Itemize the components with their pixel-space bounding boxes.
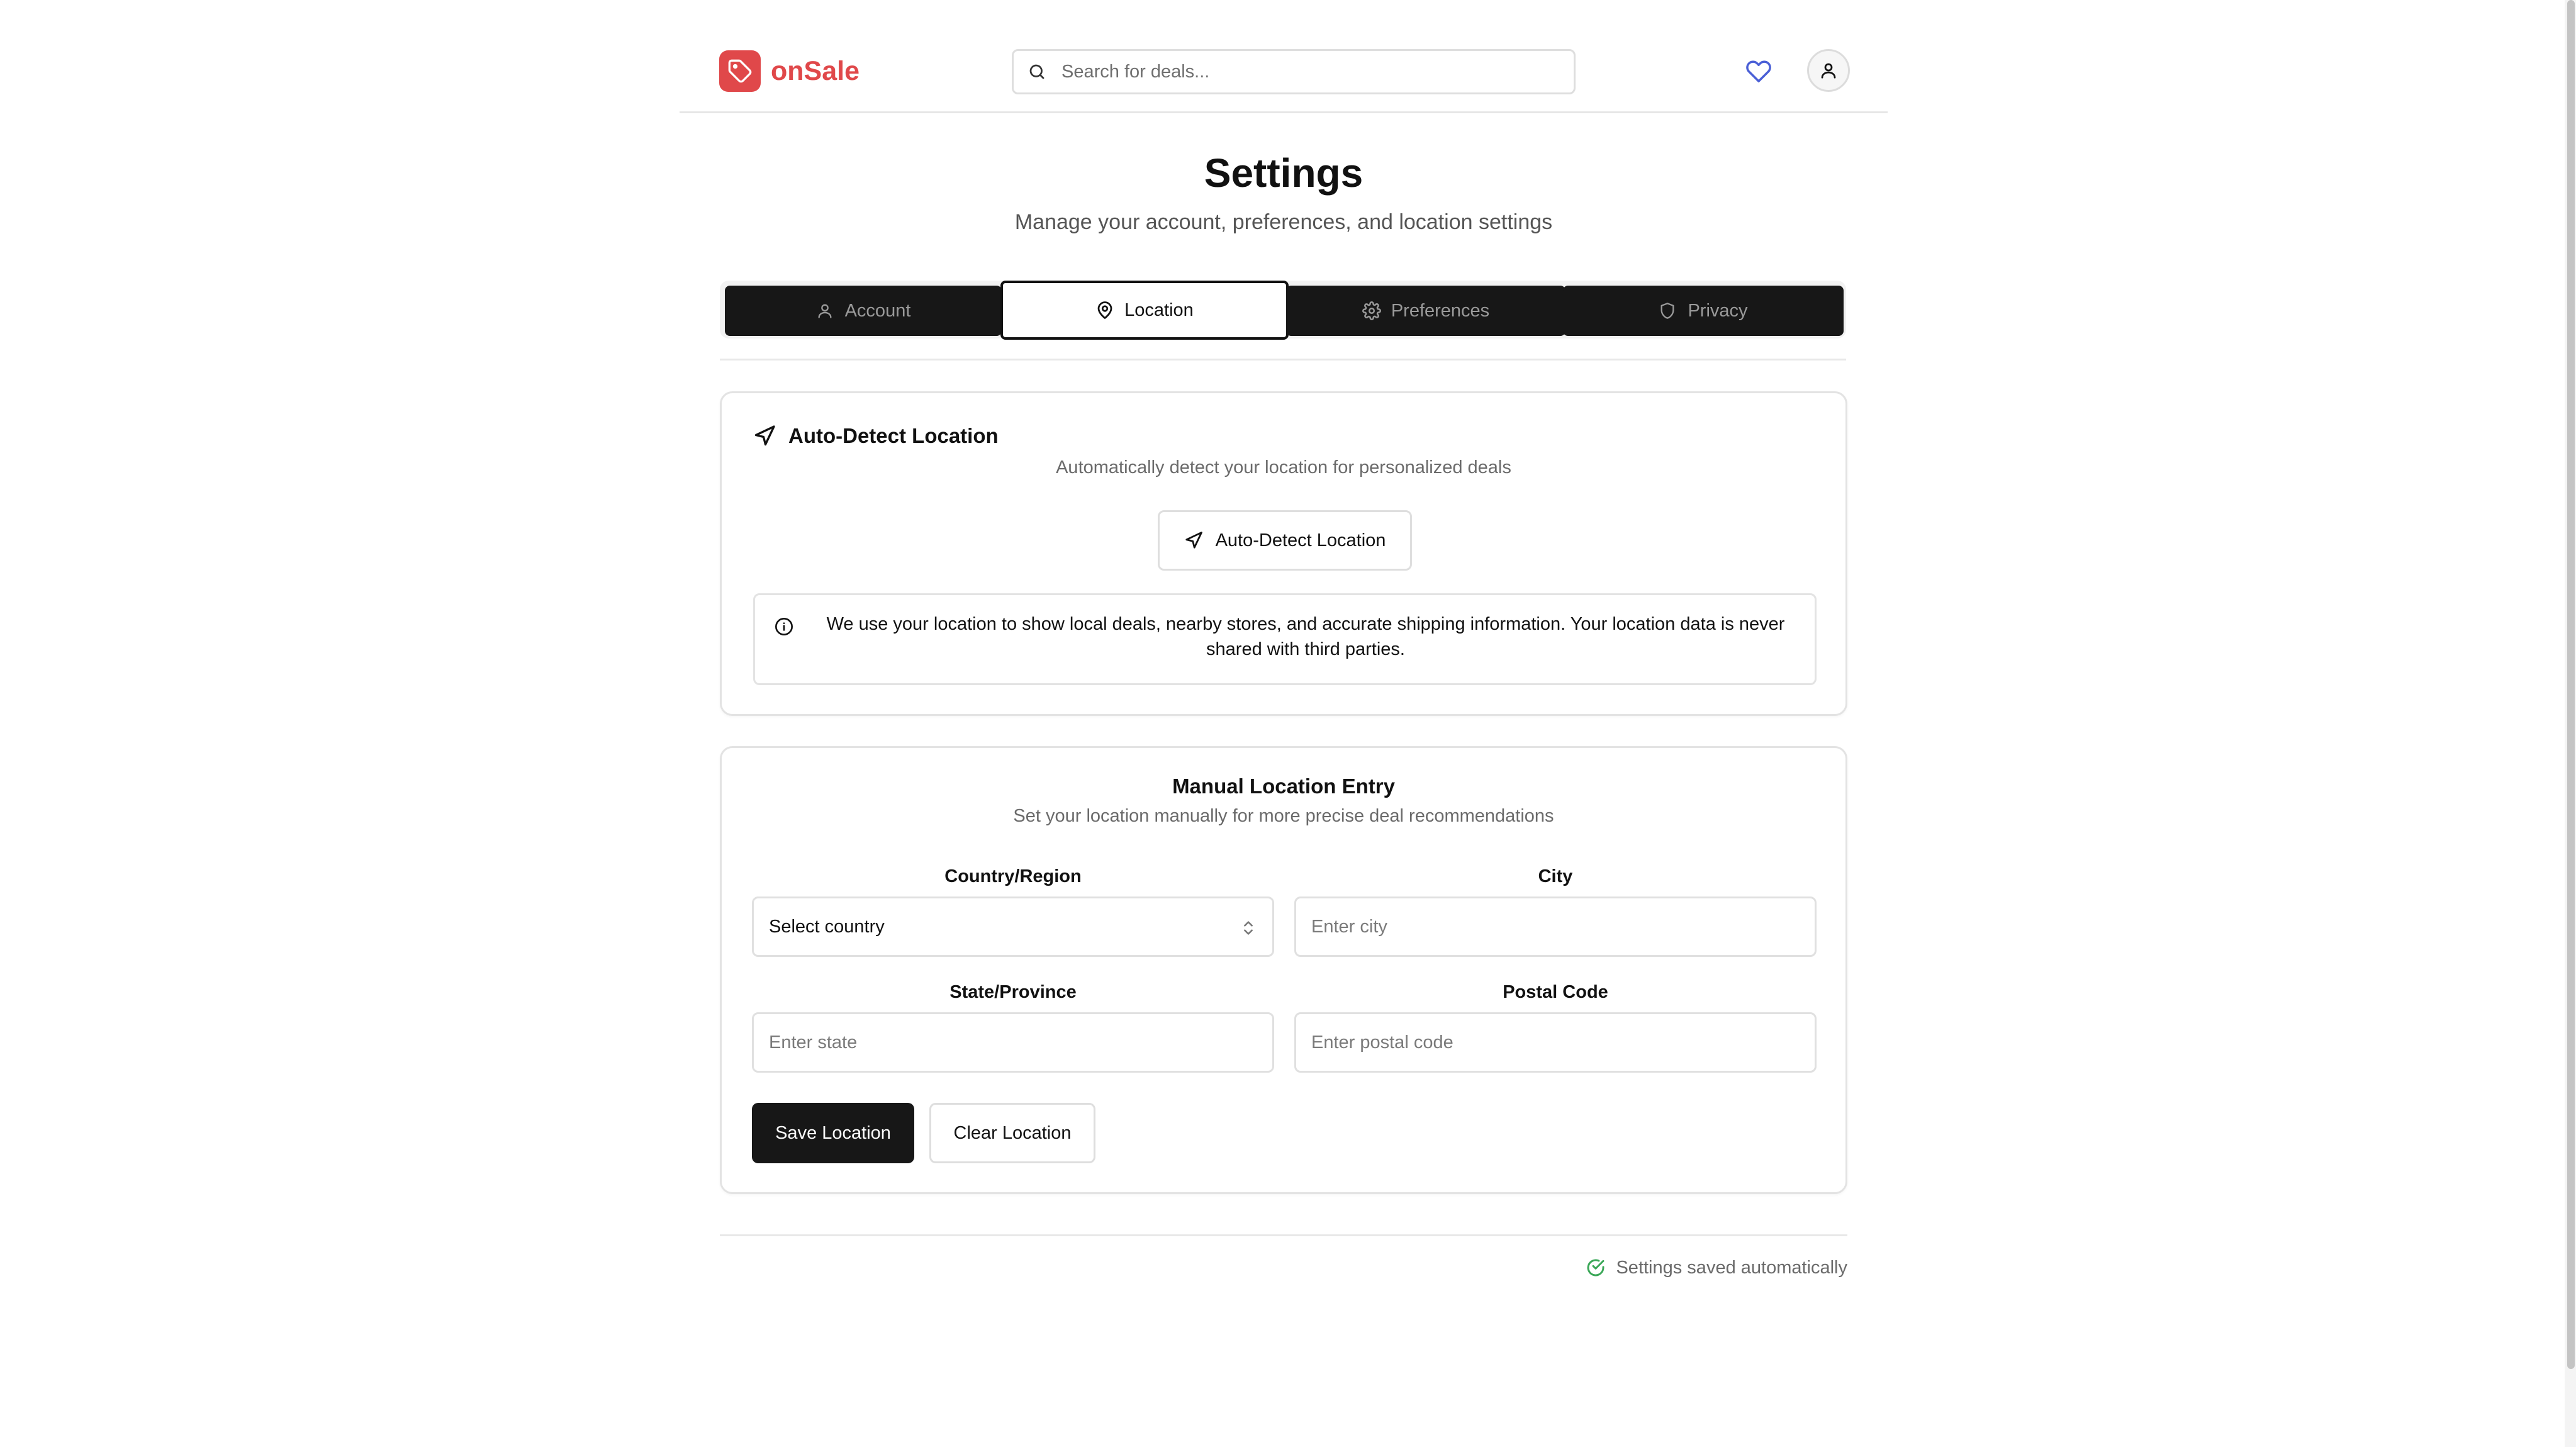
scrollbar-thumb[interactable] bbox=[2567, 0, 2575, 1369]
gear-icon bbox=[1362, 301, 1382, 321]
manual-entry-title: Manual Location Entry bbox=[1172, 774, 1395, 798]
tab-location[interactable] bbox=[1000, 281, 1289, 340]
brand-name: onSale bbox=[771, 55, 860, 86]
heart-icon bbox=[1745, 57, 1772, 84]
search-input[interactable] bbox=[1061, 62, 1552, 82]
save-status-text: Settings saved automatically bbox=[1616, 1257, 1847, 1278]
state-label: State/Province bbox=[949, 982, 1077, 1002]
favorites-button[interactable] bbox=[1743, 55, 1774, 86]
search-icon bbox=[1028, 60, 1050, 83]
country-label: Country/Region bbox=[944, 866, 1082, 886]
shield-icon bbox=[1659, 301, 1679, 321]
country-select-value: Select country bbox=[769, 916, 885, 937]
auto-detect-title: Auto-Detect Location bbox=[788, 424, 999, 447]
info-icon bbox=[774, 617, 797, 639]
auto-detect-heading bbox=[753, 423, 999, 449]
country-select[interactable] bbox=[752, 897, 1274, 957]
save-status bbox=[1586, 1257, 1847, 1278]
search-bar[interactable] bbox=[1012, 49, 1576, 94]
user-icon bbox=[1819, 61, 1838, 80]
user-menu-button[interactable] bbox=[1807, 49, 1850, 92]
tab-location-label: Location bbox=[1124, 299, 1194, 320]
privacy-notice-text: We use your location to show local deals, nearby stores, and accurate shipping information. Your location data is never shared with third parties. bbox=[826, 614, 1785, 659]
navigation-arrow-icon bbox=[753, 423, 778, 449]
tag-icon bbox=[719, 50, 761, 92]
chevron-up-down-icon bbox=[1241, 919, 1256, 937]
tab-privacy[interactable] bbox=[1563, 286, 1844, 336]
clear-location-button[interactable]: Clear Location bbox=[929, 1103, 1095, 1163]
city-input[interactable] bbox=[1311, 917, 1789, 937]
settings-tabs bbox=[720, 281, 1846, 338]
tab-preferences[interactable] bbox=[1286, 286, 1565, 336]
postal-code-field[interactable] bbox=[1294, 1012, 1817, 1073]
tab-privacy-label: Privacy bbox=[1688, 300, 1748, 321]
city-label: City bbox=[1538, 866, 1573, 886]
postal-code-label: Postal Code bbox=[1503, 982, 1608, 1002]
top-header bbox=[680, 0, 1888, 113]
brand-logo[interactable] bbox=[719, 49, 860, 93]
tab-account-label: Account bbox=[844, 300, 911, 321]
city-field[interactable] bbox=[1294, 897, 1817, 957]
map-pin-icon bbox=[1095, 300, 1116, 320]
auto-detect-button[interactable] bbox=[1158, 510, 1412, 571]
navigation-arrow-icon bbox=[1184, 530, 1206, 551]
tab-account[interactable] bbox=[725, 286, 1002, 336]
postal-code-input[interactable] bbox=[1311, 1032, 1789, 1053]
manual-location-card bbox=[720, 746, 1847, 1194]
save-location-button[interactable]: Save Location bbox=[752, 1103, 914, 1163]
privacy-notice bbox=[753, 593, 1817, 685]
auto-detect-button-label: Auto-Detect Location bbox=[1215, 530, 1386, 550]
page-subtitle: Manage your account, preferences, and location settings bbox=[1014, 210, 1553, 234]
auto-detect-card bbox=[720, 391, 1847, 716]
state-field[interactable] bbox=[752, 1012, 1274, 1073]
user-icon bbox=[816, 301, 836, 321]
footer-divider bbox=[720, 1234, 1847, 1236]
manual-entry-description: Set your location manually for more precise deal recommendations bbox=[1013, 806, 1554, 826]
check-circle-icon bbox=[1586, 1257, 1607, 1278]
auto-detect-description: Automatically detect your location for personalized deals bbox=[1056, 457, 1511, 478]
tab-preferences-label: Preferences bbox=[1391, 300, 1490, 321]
state-input[interactable] bbox=[769, 1032, 1247, 1053]
page-title: Settings bbox=[1204, 150, 1364, 196]
tabs-divider bbox=[720, 359, 1846, 360]
